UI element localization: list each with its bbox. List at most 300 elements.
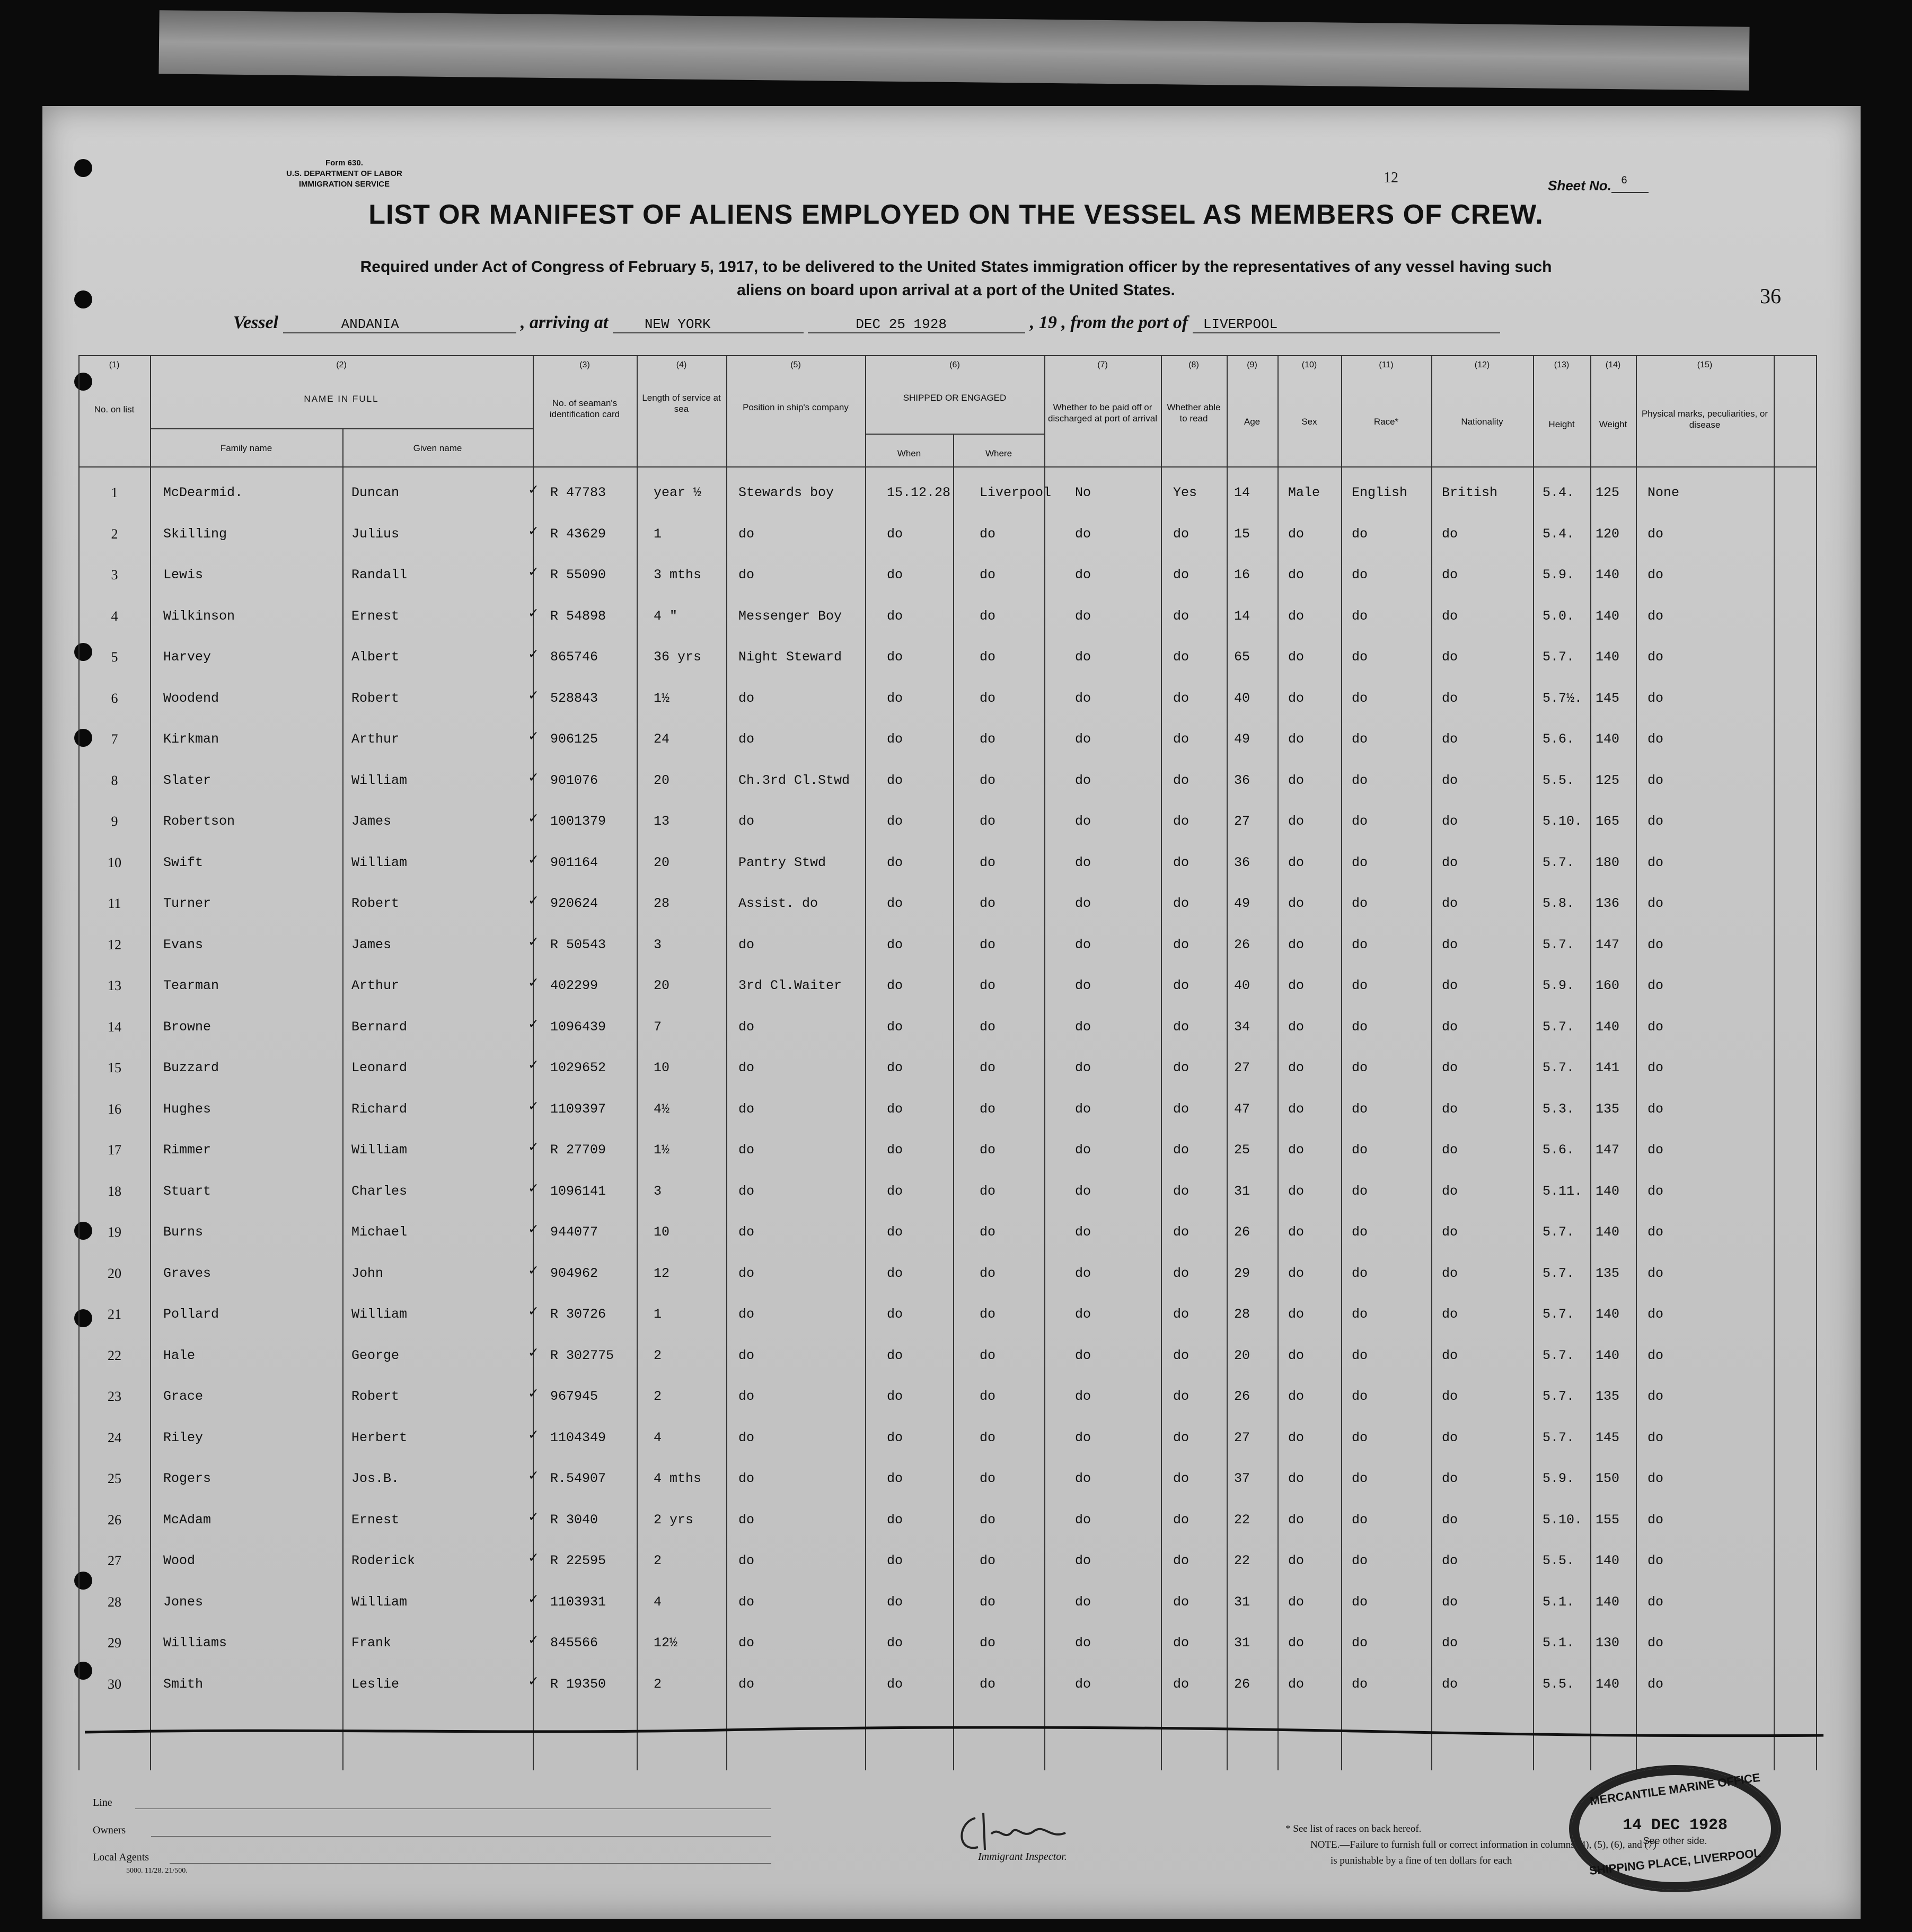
- cell-card: R 22595: [550, 1553, 606, 1568]
- cell-position: do: [738, 1553, 755, 1568]
- end-of-list-line: [85, 1723, 1823, 1744]
- cell-age: 26: [1234, 1224, 1250, 1240]
- cell-sex: do: [1288, 1307, 1305, 1322]
- cell-weight: 141: [1596, 1060, 1620, 1075]
- cell-height: 5.4.: [1543, 485, 1575, 500]
- cell-read: do: [1173, 731, 1190, 747]
- cell-when: do: [887, 1142, 903, 1158]
- col-num: (2): [336, 360, 347, 369]
- cell-sex: do: [1288, 978, 1305, 993]
- cell-age: 34: [1234, 1019, 1250, 1035]
- cell-paid: do: [1075, 567, 1091, 583]
- check-mark-icon: ✓: [528, 1550, 539, 1565]
- cell-paid: do: [1075, 731, 1091, 747]
- cell-height: 5.6.: [1543, 731, 1575, 747]
- shipped-subrule: [865, 434, 1044, 435]
- check-mark-icon: ✓: [528, 1098, 539, 1114]
- cell-read: do: [1173, 649, 1190, 665]
- row-number: 7: [111, 731, 118, 747]
- cell-sex: do: [1288, 731, 1305, 747]
- cell-card: R 54898: [550, 608, 606, 624]
- check-mark-icon: ✓: [528, 1632, 539, 1647]
- row-number: 25: [108, 1471, 121, 1486]
- cell-when: do: [887, 896, 903, 911]
- header-nationality: Nationality: [1461, 417, 1503, 427]
- cell-age: 26: [1234, 1389, 1250, 1404]
- cell-height: 5.5.: [1543, 1676, 1575, 1692]
- cell-given: George: [351, 1347, 400, 1363]
- row-number: 19: [108, 1224, 121, 1240]
- from-label: , from the port of: [1061, 313, 1188, 332]
- column-rule: [1277, 355, 1279, 1770]
- col-num: (5): [790, 360, 801, 369]
- footer-agents-label: Local Agents: [93, 1851, 149, 1863]
- cell-given: Leonard: [351, 1060, 408, 1075]
- cell-service: 4: [654, 1594, 662, 1610]
- check-mark-icon: ✓: [528, 1016, 539, 1031]
- cell-height: 5.6.: [1543, 1142, 1575, 1158]
- cell-position: do: [738, 1635, 755, 1651]
- cell-age: 14: [1234, 608, 1250, 624]
- column-rule: [1774, 355, 1775, 1770]
- cell-service: 7: [654, 1019, 662, 1035]
- cell-nat: do: [1442, 1594, 1458, 1610]
- cell-marks: do: [1647, 1142, 1664, 1158]
- cell-weight: 145: [1596, 1430, 1620, 1445]
- cell-weight: 140: [1596, 567, 1620, 583]
- cell-paid: do: [1075, 1060, 1091, 1075]
- col-num: (9): [1247, 360, 1257, 369]
- cell-race: do: [1352, 1183, 1368, 1199]
- cell-race: do: [1352, 731, 1368, 747]
- cell-marks: do: [1647, 772, 1664, 788]
- column-rule: [1161, 355, 1162, 1770]
- cell-age: 22: [1234, 1553, 1250, 1568]
- cell-race: do: [1352, 1430, 1368, 1445]
- cell-paid: No: [1075, 485, 1091, 500]
- header-paid-off: Whether to be paid off or discharged at port of arrival: [1048, 402, 1157, 424]
- cell-race: do: [1352, 567, 1368, 583]
- cell-height: 5.7.: [1543, 1389, 1575, 1404]
- cell-given: Ernest: [351, 608, 400, 624]
- cell-service: 3: [654, 937, 662, 952]
- cell-nat: do: [1442, 1307, 1458, 1322]
- cell-nat: do: [1442, 814, 1458, 829]
- cell-height: 5.3.: [1543, 1101, 1575, 1117]
- cell-weight: 140: [1596, 1307, 1620, 1322]
- cell-service: 2 yrs: [654, 1512, 694, 1528]
- cell-read: do: [1173, 1347, 1190, 1363]
- cell-where: do: [980, 1142, 996, 1158]
- cell-age: 15: [1234, 526, 1250, 542]
- column-rule: [953, 434, 954, 1770]
- cell-card: R 30726: [550, 1307, 606, 1322]
- cell-marks: do: [1647, 1512, 1664, 1528]
- column-rule: [342, 428, 343, 1770]
- cell-given: Ernest: [351, 1512, 400, 1528]
- cell-paid: do: [1075, 526, 1091, 542]
- subtitle: [0, 255, 1912, 302]
- cell-marks: do: [1647, 1347, 1664, 1363]
- header-shipped: SHIPPED OR ENGAGED: [903, 393, 1007, 403]
- race-note: * See list of races on back hereof.: [1285, 1823, 1422, 1834]
- cell-read: do: [1173, 526, 1190, 542]
- cell-given: James: [351, 937, 392, 952]
- cell-paid: do: [1075, 1594, 1091, 1610]
- cell-nat: do: [1442, 1019, 1458, 1035]
- column-rule: [1590, 355, 1591, 1770]
- name-subrule: [150, 428, 533, 429]
- cell-race: do: [1352, 896, 1368, 911]
- cell-position: do: [738, 1183, 755, 1199]
- cell-where: do: [980, 690, 996, 706]
- column-rule: [726, 355, 727, 1770]
- footer-line-label: Line: [93, 1797, 112, 1809]
- crew-table: [78, 355, 1817, 1770]
- cell-position: Messenger Boy: [738, 608, 842, 624]
- cell-position: do: [738, 567, 755, 583]
- cell-given: William: [351, 772, 408, 788]
- check-mark-icon: ✓: [528, 1591, 539, 1607]
- cell-height: 5.7.: [1543, 649, 1575, 665]
- cell-card: 1103931: [550, 1594, 606, 1610]
- cell-paid: do: [1075, 1635, 1091, 1651]
- cell-position: do: [738, 1101, 755, 1117]
- cell-marks: do: [1647, 896, 1664, 911]
- cell-race: do: [1352, 1019, 1368, 1035]
- cell-where: do: [980, 1471, 996, 1486]
- cell-card: R.54907: [550, 1471, 606, 1486]
- cell-race: do: [1352, 1142, 1368, 1158]
- cell-position: Stewards boy: [738, 485, 834, 500]
- cell-weight: 140: [1596, 1183, 1620, 1199]
- inspector-label: Immigrant Inspector.: [978, 1851, 1067, 1863]
- cell-when: do: [887, 526, 903, 542]
- cell-given: Albert: [351, 649, 400, 665]
- cell-when: 15.12.28: [887, 485, 951, 500]
- cell-family: Buzzard: [163, 1060, 219, 1075]
- cell-age: 26: [1234, 937, 1250, 952]
- cell-given: Roderick: [351, 1553, 416, 1568]
- cell-sex: do: [1288, 814, 1305, 829]
- cell-race: do: [1352, 1635, 1368, 1651]
- cell-read: do: [1173, 1142, 1190, 1158]
- cell-given: Robert: [351, 1389, 400, 1404]
- footer-rule: [151, 1836, 771, 1837]
- cell-when: do: [887, 814, 903, 829]
- cell-read: do: [1173, 567, 1190, 583]
- cell-paid: do: [1075, 1142, 1091, 1158]
- cell-where: do: [980, 1224, 996, 1240]
- check-mark-icon: ✓: [528, 687, 539, 703]
- cell-age: 26: [1234, 1676, 1250, 1692]
- cell-race: do: [1352, 937, 1368, 952]
- cell-age: 40: [1234, 690, 1250, 706]
- table-rule: [78, 355, 1817, 356]
- cell-service: 12½: [654, 1635, 678, 1651]
- cell-family: Wood: [163, 1553, 196, 1568]
- cell-paid: do: [1075, 608, 1091, 624]
- vessel-label: Vessel: [233, 313, 278, 332]
- cell-family: Burns: [163, 1224, 204, 1240]
- cell-height: 5.5.: [1543, 1553, 1575, 1568]
- cell-nat: do: [1442, 1060, 1458, 1075]
- cell-service: 20: [654, 854, 670, 870]
- cell-family: Graves: [163, 1265, 212, 1281]
- cell-paid: do: [1075, 1265, 1091, 1281]
- cell-read: do: [1173, 1224, 1190, 1240]
- cell-race: do: [1352, 1471, 1368, 1486]
- cell-card: 1096439: [550, 1019, 606, 1035]
- cell-age: 25: [1234, 1142, 1250, 1158]
- cell-sex: do: [1288, 1265, 1305, 1281]
- cell-paid: do: [1075, 1512, 1091, 1528]
- check-mark-icon: ✓: [528, 1221, 539, 1237]
- cell-card: 402299: [550, 978, 598, 993]
- cell-position: do: [738, 690, 755, 706]
- cell-height: 5.9.: [1543, 567, 1575, 583]
- cell-race: do: [1352, 649, 1368, 665]
- cell-marks: do: [1647, 1553, 1664, 1568]
- cell-age: 47: [1234, 1101, 1250, 1117]
- cell-service: 1: [654, 1307, 662, 1322]
- cell-race: do: [1352, 1101, 1368, 1117]
- cell-sex: do: [1288, 1224, 1305, 1240]
- cell-age: 16: [1234, 567, 1250, 583]
- cell-weight: 140: [1596, 1019, 1620, 1035]
- cell-weight: 147: [1596, 937, 1620, 952]
- cell-height: 5.7.: [1543, 1060, 1575, 1075]
- cell-marks: do: [1647, 1224, 1664, 1240]
- cell-age: 29: [1234, 1265, 1250, 1281]
- col-num: (4): [676, 360, 687, 369]
- cell-where: do: [980, 937, 996, 952]
- cell-given: Robert: [351, 690, 400, 706]
- cell-given: Arthur: [351, 978, 400, 993]
- cell-race: do: [1352, 814, 1368, 829]
- cell-weight: 130: [1596, 1635, 1620, 1651]
- row-number: 8: [111, 772, 118, 788]
- cell-card: R 43629: [550, 526, 606, 542]
- cell-paid: do: [1075, 772, 1091, 788]
- cell-service: 28: [654, 896, 670, 911]
- cell-read: do: [1173, 1676, 1190, 1692]
- cell-height: 5.11.: [1543, 1183, 1583, 1199]
- cell-card: R 19350: [550, 1676, 606, 1692]
- row-number: 4: [111, 608, 118, 624]
- cell-paid: do: [1075, 1553, 1091, 1568]
- cell-weight: 140: [1596, 1347, 1620, 1363]
- note-line-2: is punishable by a fine of ten dollars for each: [1331, 1855, 1512, 1866]
- row-number: 13: [108, 978, 121, 993]
- cell-given: Frank: [351, 1635, 392, 1651]
- cell-card: 906125: [550, 731, 598, 747]
- cell-family: Turner: [163, 896, 212, 911]
- cell-height: 5.9.: [1543, 978, 1575, 993]
- cell-age: 31: [1234, 1635, 1250, 1651]
- cell-service: 3 mths: [654, 567, 702, 583]
- cell-nat: do: [1442, 1635, 1458, 1651]
- column-rule: [1533, 355, 1534, 1770]
- cell-race: do: [1352, 526, 1368, 542]
- cell-where: do: [980, 1430, 996, 1445]
- header-where: Where: [985, 448, 1012, 458]
- stamp-bottom-text: SHIPPING PLACE, LIVERPOOL: [1588, 1846, 1761, 1877]
- cell-service: 2: [654, 1553, 662, 1568]
- cell-given: Leslie: [351, 1676, 400, 1692]
- note-line-1: NOTE.—Failure to furnish full or correct information in columns (4), (5), (6), and (7): [1310, 1839, 1657, 1850]
- cell-when: do: [887, 772, 903, 788]
- cell-where: do: [980, 1594, 996, 1610]
- cell-read: do: [1173, 854, 1190, 870]
- check-mark-icon: ✓: [528, 1426, 539, 1442]
- row-number: 18: [108, 1183, 121, 1199]
- cell-nat: do: [1442, 1512, 1458, 1528]
- sheet-underline: [1611, 192, 1649, 193]
- cell-paid: do: [1075, 937, 1091, 952]
- row-number: 2: [111, 526, 118, 542]
- cell-height: 5.1.: [1543, 1594, 1575, 1610]
- row-number: 21: [108, 1307, 121, 1322]
- cell-family: Riley: [163, 1430, 204, 1445]
- cell-card: 865746: [550, 649, 598, 665]
- cell-read: do: [1173, 1635, 1190, 1651]
- cell-where: do: [980, 1265, 996, 1281]
- cell-sex: do: [1288, 1019, 1305, 1035]
- cell-nat: do: [1442, 1676, 1458, 1692]
- col-num: (8): [1188, 360, 1199, 369]
- cell-nat: do: [1442, 1142, 1458, 1158]
- cell-sex: do: [1288, 937, 1305, 952]
- cell-nat: do: [1442, 649, 1458, 665]
- cell-given: William: [351, 854, 408, 870]
- cell-family: Hughes: [163, 1101, 212, 1117]
- cell-marks: do: [1647, 690, 1664, 706]
- row-number: 23: [108, 1389, 121, 1404]
- cell-card: R 47783: [550, 485, 606, 500]
- cell-weight: 120: [1596, 526, 1620, 542]
- cell-given: Julius: [351, 526, 400, 542]
- form-number: Form 630.: [325, 158, 363, 167]
- cell-read: do: [1173, 1430, 1190, 1445]
- cell-nat: do: [1442, 731, 1458, 747]
- arriving-port: NEW YORK: [613, 316, 804, 333]
- cell-position: do: [738, 1676, 755, 1692]
- cell-position: do: [738, 1265, 755, 1281]
- cell-height: 5.7.: [1543, 1347, 1575, 1363]
- cell-position: do: [738, 1019, 755, 1035]
- cell-sex: do: [1288, 1183, 1305, 1199]
- cell-read: do: [1173, 1512, 1190, 1528]
- row-number: 1: [111, 485, 118, 500]
- header-physical-marks: Physical marks, peculiarities, or disease: [1641, 409, 1768, 430]
- see-other-side: See other side.: [1643, 1836, 1707, 1846]
- row-number: 22: [108, 1347, 121, 1363]
- cell-given: Arthur: [351, 731, 400, 747]
- cell-sex: do: [1288, 1471, 1305, 1486]
- cell-family: Hale: [163, 1347, 196, 1363]
- cell-service: 36 yrs: [654, 649, 702, 665]
- cell-read: do: [1173, 1183, 1190, 1199]
- cell-position: do: [738, 526, 755, 542]
- cell-when: do: [887, 1060, 903, 1075]
- cell-where: do: [980, 854, 996, 870]
- cell-card: 845566: [550, 1635, 598, 1651]
- cell-nat: do: [1442, 1389, 1458, 1404]
- cell-family: Smith: [163, 1676, 204, 1692]
- cell-nat: do: [1442, 690, 1458, 706]
- cell-height: 5.4.: [1543, 526, 1575, 542]
- cell-read: do: [1173, 1471, 1190, 1486]
- cell-where: do: [980, 649, 996, 665]
- cell-marks: do: [1647, 1594, 1664, 1610]
- cell-card: 944077: [550, 1224, 598, 1240]
- header-position: Position in ship's company: [743, 402, 849, 412]
- cell-family: Evans: [163, 937, 204, 952]
- check-mark-icon: ✓: [528, 1673, 539, 1689]
- check-mark-icon: ✓: [528, 1508, 539, 1524]
- cell-height: 5.7.: [1543, 937, 1575, 952]
- cell-family: Skilling: [163, 526, 227, 542]
- cell-age: 37: [1234, 1471, 1250, 1486]
- cell-read: do: [1173, 690, 1190, 706]
- check-mark-icon: ✓: [528, 1180, 539, 1196]
- arriving-label: , arriving at: [521, 313, 609, 332]
- cell-service: year ½: [654, 485, 702, 500]
- cell-card: 1109397: [550, 1101, 606, 1117]
- row-number: 6: [111, 690, 118, 706]
- cell-weight: 140: [1596, 731, 1620, 747]
- cell-sex: do: [1288, 649, 1305, 665]
- cell-position: Assist. do: [738, 896, 818, 911]
- header-weight: Weight: [1599, 419, 1627, 429]
- cell-age: 28: [1234, 1307, 1250, 1322]
- cell-weight: 136: [1596, 896, 1620, 911]
- cell-age: 31: [1234, 1594, 1250, 1610]
- cell-nat: do: [1442, 1101, 1458, 1117]
- cell-weight: 180: [1596, 854, 1620, 870]
- cell-position: Pantry Stwd: [738, 854, 826, 870]
- cell-nat: do: [1442, 1347, 1458, 1363]
- cell-where: do: [980, 1347, 996, 1363]
- cell-given: Randall: [351, 567, 408, 583]
- header-age: Age: [1244, 417, 1261, 427]
- cell-paid: do: [1075, 1347, 1091, 1363]
- cell-height: 5.7.: [1543, 1430, 1575, 1445]
- cell-weight: 135: [1596, 1389, 1620, 1404]
- cell-sex: do: [1288, 526, 1305, 542]
- cell-where: do: [980, 1512, 996, 1528]
- cell-when: do: [887, 649, 903, 665]
- cell-sex: do: [1288, 1142, 1305, 1158]
- check-mark-icon: ✓: [528, 1303, 539, 1319]
- cell-where: do: [980, 1635, 996, 1651]
- cell-sex: do: [1288, 896, 1305, 911]
- cell-marks: do: [1647, 978, 1664, 993]
- service: IMMIGRATION SERVICE: [298, 180, 390, 189]
- cell-height: 5.5.: [1543, 772, 1575, 788]
- cell-when: do: [887, 1512, 903, 1528]
- cell-where: do: [980, 1676, 996, 1692]
- header-able-read: Whether able to read: [1167, 402, 1221, 424]
- cell-card: 1001379: [550, 814, 606, 829]
- cell-race: do: [1352, 1676, 1368, 1692]
- cell-where: do: [980, 1101, 996, 1117]
- cell-read: do: [1173, 1389, 1190, 1404]
- cell-position: do: [738, 1389, 755, 1404]
- cell-card: 528843: [550, 690, 598, 706]
- header-when: When: [897, 448, 921, 458]
